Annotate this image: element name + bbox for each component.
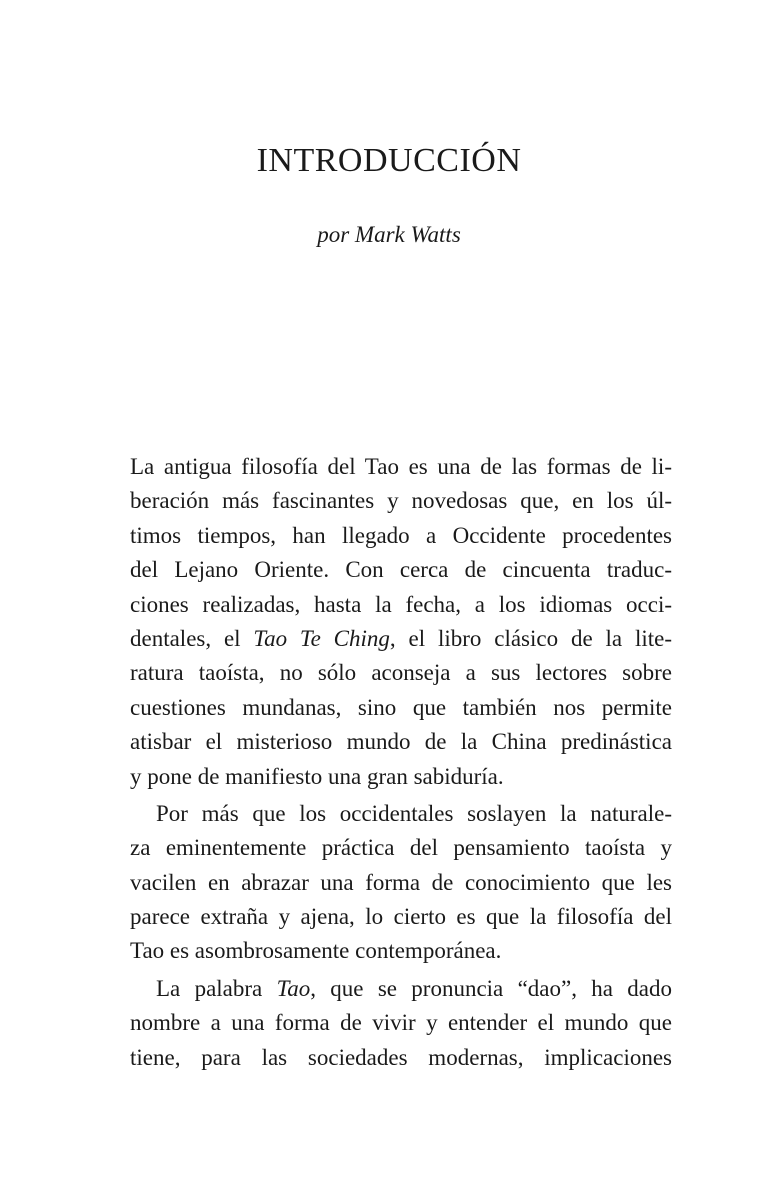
text-line: y pone de manifiesto una gran sabiduría. — [130, 763, 504, 789]
text-run: La palabra — [156, 975, 277, 1001]
paragraph — [130, 450, 672, 794]
text-line — [130, 972, 672, 1006]
text-run: dentales, el — [130, 625, 254, 651]
text-line: ciones realizadas, hasta la fecha, a los idiomas occi- — [130, 591, 672, 617]
term-tao: Tao — [276, 975, 311, 1001]
text-run: , que se pronuncia “dao”, ha dado — [310, 975, 672, 1001]
text-line: beración más fascinantes y novedosas que, en los úl- — [130, 488, 672, 514]
text-line: del Lejano Oriente. Con cerca de cincuenta traduc- — [130, 557, 672, 583]
text-line: atisbar el misterioso mundo de la China predinástica — [130, 729, 672, 755]
text-line: Tao es asombrosamente contemporánea. — [130, 938, 502, 964]
text-line: vacilen en abrazar una forma de conocimiento que les — [130, 869, 672, 895]
author-byline: por Mark Watts — [317, 222, 461, 247]
text-run: , el libro clásico de la lite- — [389, 625, 672, 651]
text-line: La antigua filosofía del Tao es una de las formas de li- — [130, 454, 672, 479]
text-line: nombre a una forma de vivir y entender el mundo que — [130, 1010, 672, 1036]
text-line: za eminentemente práctica del pensamiento taoísta y — [130, 835, 672, 861]
body-text — [130, 450, 672, 1075]
book-title: Tao Te Ching — [253, 625, 390, 651]
text-line: Por más que los occidentales soslayen la naturale- — [156, 800, 672, 826]
text-line: parece extraña y ajena, lo cierto es que la filosofía del — [130, 904, 672, 930]
text-line: cuestiones mundanas, sino que también nos permite — [130, 694, 672, 720]
paragraph — [130, 797, 672, 969]
text-line — [130, 622, 672, 656]
chapter-title: INTRODUCCIÓN — [256, 142, 522, 179]
text-line: timos tiempos, han llegado a Occidente procedentes — [130, 522, 672, 548]
text-line: ratura taoísta, no sólo aconseja a sus lectores sobre — [130, 660, 672, 686]
text-line: tiene, para las sociedades modernas, implicaciones — [130, 1044, 672, 1070]
paragraph — [130, 972, 672, 1075]
